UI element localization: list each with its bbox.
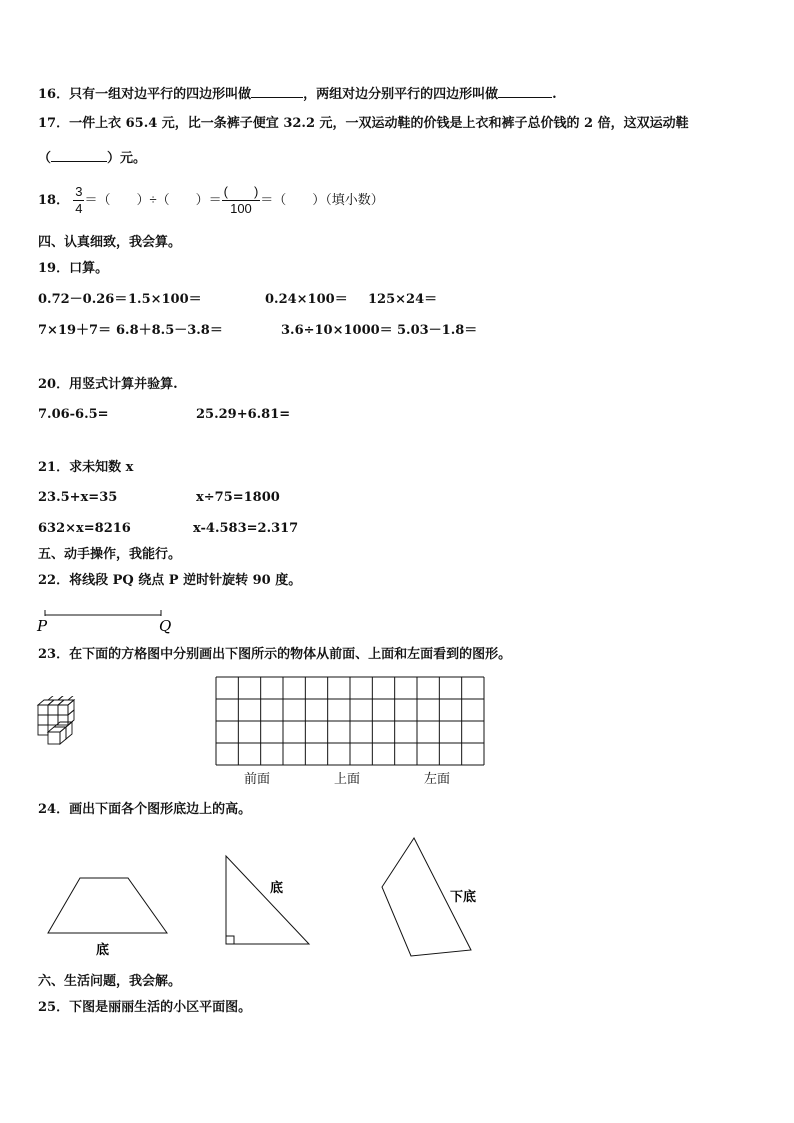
equation-item: 23.5+x=35 xyxy=(38,490,118,505)
question-text: 求未知数 x xyxy=(69,460,134,475)
fraction-denominator: 4 xyxy=(75,201,83,216)
fraction xyxy=(73,184,84,217)
label-q: Q xyxy=(159,617,172,635)
equation-text: ＝（ ）÷（ ）＝ xyxy=(84,192,222,207)
grid-label-front: 前面 xyxy=(244,771,271,786)
question-20 xyxy=(38,377,178,393)
question-number: 25． xyxy=(38,1000,70,1015)
drawing-grid[interactable] xyxy=(215,676,485,768)
section-heading-5: 五、动手操作，我能行。 xyxy=(38,547,182,562)
question-number: 19． xyxy=(38,261,70,276)
question-number: 16． xyxy=(38,87,70,102)
label-p: P xyxy=(37,617,48,635)
equation-item: 632×x=8216 xyxy=(38,521,131,536)
question-22 xyxy=(38,573,301,589)
equation-text: ＝（ ）（填小数） xyxy=(260,192,384,207)
section-heading-6: 六、生活问题，我会解。 xyxy=(38,974,182,989)
calc-item: 7.06-6.5= xyxy=(38,407,109,422)
question-number: 21． xyxy=(38,460,70,475)
equation-item: x÷75=1800 xyxy=(196,490,280,505)
fraction-100 xyxy=(222,184,261,217)
question-text: 只有一组对边平行的四边形叫做 xyxy=(69,87,252,102)
question-text: 口算。 xyxy=(69,261,109,276)
parallelogram[interactable] xyxy=(48,878,167,933)
calc-item: 0.24×100＝ xyxy=(265,292,348,307)
section-heading-4: 四、认真细致，我会算。 xyxy=(38,235,182,250)
paren-open: （ xyxy=(38,151,52,166)
trapezoid-base-label: 下底 xyxy=(450,890,477,905)
question-text: . xyxy=(552,87,557,102)
calc-item: 3.6÷10×1000＝ xyxy=(281,323,393,338)
question-text: 将线段 PQ 绕点 P 逆时针旋转 90 度。 xyxy=(69,573,302,588)
fraction-denominator: 100 xyxy=(230,201,252,216)
question-text: 画出下面各个图形底边上的高。 xyxy=(69,802,252,817)
question-21 xyxy=(38,460,133,476)
shapes-figure[interactable] xyxy=(40,830,500,960)
segment-pq-figure[interactable] xyxy=(34,604,184,636)
question-17-line2 xyxy=(38,148,146,167)
question-text: 用竖式计算并验算. xyxy=(69,377,178,392)
answer-blank[interactable] xyxy=(498,84,552,98)
question-number: 23． xyxy=(38,647,70,662)
grid-label-top: 上面 xyxy=(334,771,361,786)
question-number: 18． xyxy=(38,193,70,208)
triangle-base-label: 底 xyxy=(270,881,284,896)
equation-item: x-4.583=2.317 xyxy=(193,521,299,536)
grid-label-left: 左面 xyxy=(424,771,451,786)
right-triangle[interactable] xyxy=(226,856,309,944)
question-23 xyxy=(38,647,511,663)
calc-item: 7×19＋7＝ xyxy=(38,323,112,338)
calc-item: 0.72－0.26＝ xyxy=(38,292,128,307)
answer-blank[interactable] xyxy=(51,148,107,162)
question-16 xyxy=(38,84,557,103)
question-19 xyxy=(38,261,108,277)
question-number: 22． xyxy=(38,573,70,588)
answer-blank[interactable] xyxy=(251,84,303,98)
question-text: ，两组对边分别平行的四边形叫做 xyxy=(303,87,499,102)
question-18 xyxy=(38,180,384,220)
calc-item: 5.03－1.8＝ xyxy=(397,323,478,338)
parallelogram-base-label: 底 xyxy=(96,943,110,958)
calc-item: 25.29+6.81= xyxy=(196,407,291,422)
question-number: 24． xyxy=(38,802,70,817)
calc-item: 125×24＝ xyxy=(368,292,438,307)
question-number: 20． xyxy=(38,377,70,392)
question-text: 一件上衣 65.4 元，比一条裤子便宜 32.2 元，一双运动鞋的价钱是上衣和裤子总价钱的 2 倍，这双运动鞋 xyxy=(69,116,689,131)
question-number: 17． xyxy=(38,116,70,131)
question-24 xyxy=(38,802,251,818)
fraction-numerator: 3 xyxy=(75,184,83,199)
right-angle-mark xyxy=(226,936,234,944)
question-text: 在下面的方格图中分别画出下图所示的物体从前面、上面和左面看到的图形。 xyxy=(69,647,512,662)
question-25 xyxy=(38,1000,251,1016)
unit-text: ）元。 xyxy=(107,151,147,166)
question-text: 下图是丽丽生活的小区平面图。 xyxy=(69,1000,252,1015)
fraction-numerator[interactable]: ( ) xyxy=(223,184,259,199)
question-17 xyxy=(38,116,689,132)
calc-item: 6.8＋8.5－3.8＝ xyxy=(116,323,223,338)
calc-item: 1.5×100＝ xyxy=(128,292,202,307)
cube-stack-figure xyxy=(34,696,84,750)
